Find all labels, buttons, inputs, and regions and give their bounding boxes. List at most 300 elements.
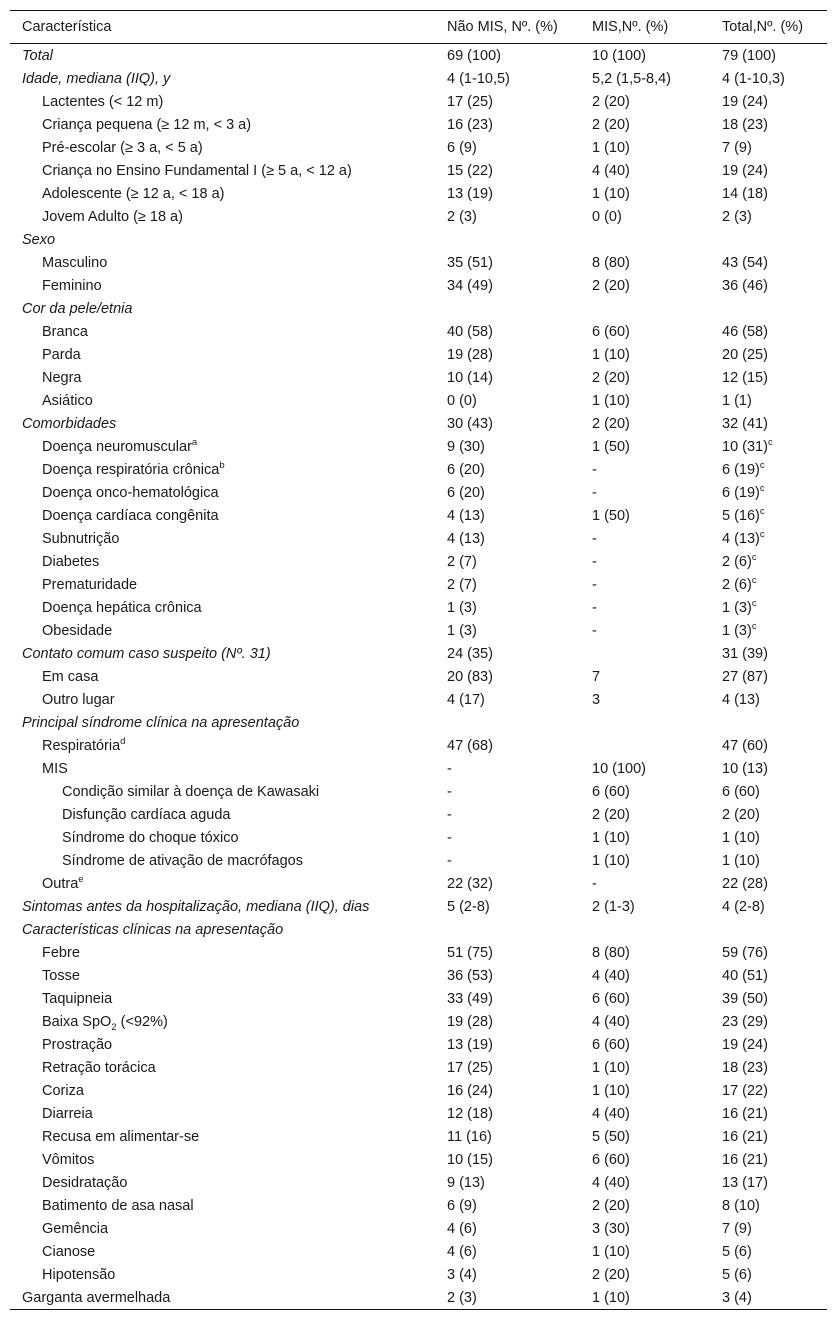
footnote-marker: c bbox=[759, 459, 765, 471]
non-mis-value bbox=[435, 504, 580, 527]
mis-value-text: 2 (20) bbox=[592, 415, 630, 432]
total-value-text: 18 (23) bbox=[722, 1059, 768, 1076]
non-mis-value bbox=[435, 251, 580, 274]
total-value bbox=[710, 642, 827, 665]
table-container bbox=[10, 10, 827, 1310]
mis-value-text: 6 (60) bbox=[592, 990, 630, 1007]
row-label-cell bbox=[10, 803, 435, 826]
table-row bbox=[10, 757, 827, 780]
row-label-cell bbox=[10, 504, 435, 527]
non-mis-value-text: 17 (25) bbox=[447, 1059, 493, 1076]
non-mis-value bbox=[435, 573, 580, 596]
mis-value-text: 2 (20) bbox=[592, 1197, 630, 1214]
row-label: Comorbidades bbox=[22, 415, 117, 432]
mis-value bbox=[580, 389, 710, 412]
table-row bbox=[10, 1033, 827, 1056]
row-label: Diabetes bbox=[42, 553, 100, 570]
mis-value bbox=[580, 619, 710, 642]
row-label: Criança pequena (≥ 12 m, < 3 a) bbox=[42, 116, 252, 133]
table-row bbox=[10, 665, 827, 688]
table-row bbox=[10, 826, 827, 849]
header-non-mis: Não MIS, Nº. (%) bbox=[435, 11, 580, 44]
mis-value bbox=[580, 872, 710, 895]
total-value bbox=[710, 826, 827, 849]
row-label: Parda bbox=[42, 346, 81, 363]
non-mis-value-text: 4 (6) bbox=[447, 1220, 477, 1237]
table-row bbox=[10, 1217, 827, 1240]
characteristics-table bbox=[10, 10, 827, 1310]
non-mis-value bbox=[435, 895, 580, 918]
total-value bbox=[710, 1263, 827, 1286]
total-value-text: 5 (16) bbox=[722, 507, 760, 524]
mis-value-text: 2 (20) bbox=[592, 806, 630, 823]
row-label-cell bbox=[10, 964, 435, 987]
non-mis-value bbox=[435, 964, 580, 987]
total-value bbox=[710, 481, 827, 504]
total-value bbox=[710, 412, 827, 435]
row-label: MIS bbox=[42, 760, 68, 777]
table-row bbox=[10, 550, 827, 573]
header-characteristic: Característica bbox=[10, 11, 435, 44]
mis-value bbox=[580, 113, 710, 136]
mis-value-text: - bbox=[592, 553, 597, 570]
total-value bbox=[710, 964, 827, 987]
non-mis-value bbox=[435, 205, 580, 228]
non-mis-value bbox=[435, 596, 580, 619]
table-row bbox=[10, 320, 827, 343]
total-value-text: 6 (19) bbox=[722, 461, 760, 478]
total-value bbox=[710, 228, 827, 251]
total-value bbox=[710, 1171, 827, 1194]
total-value-text: 16 (21) bbox=[722, 1105, 768, 1122]
row-label-cell bbox=[10, 113, 435, 136]
total-value bbox=[710, 1033, 827, 1056]
total-value bbox=[710, 596, 827, 619]
row-label-cell bbox=[10, 343, 435, 366]
mis-value bbox=[580, 90, 710, 113]
row-label-cell bbox=[10, 573, 435, 596]
table-row bbox=[10, 389, 827, 412]
total-value bbox=[710, 113, 827, 136]
total-value bbox=[710, 711, 827, 734]
row-label: Doença neuromuscular bbox=[42, 438, 192, 455]
non-mis-value bbox=[435, 1079, 580, 1102]
mis-value bbox=[580, 527, 710, 550]
total-value-text: 27 (87) bbox=[722, 668, 768, 685]
row-label-cell bbox=[10, 780, 435, 803]
mis-value bbox=[580, 228, 710, 251]
mis-value bbox=[580, 573, 710, 596]
table-row bbox=[10, 941, 827, 964]
row-label: Idade, mediana (IIQ), y bbox=[22, 70, 171, 87]
total-value bbox=[710, 136, 827, 159]
non-mis-value bbox=[435, 136, 580, 159]
row-label-cell bbox=[10, 274, 435, 297]
non-mis-value-text: 9 (13) bbox=[447, 1174, 485, 1191]
mis-value-text: 2 (20) bbox=[592, 93, 630, 110]
mis-value-text: 1 (10) bbox=[592, 1289, 630, 1306]
row-label-cell bbox=[10, 1148, 435, 1171]
total-value bbox=[710, 573, 827, 596]
total-value bbox=[710, 918, 827, 941]
table-row bbox=[10, 412, 827, 435]
non-mis-value-text: 10 (14) bbox=[447, 369, 493, 386]
mis-value-text: 4 (40) bbox=[592, 1105, 630, 1122]
footnote-marker: c bbox=[751, 597, 757, 609]
total-value-text: 19 (24) bbox=[722, 162, 768, 179]
row-label-cell bbox=[10, 1102, 435, 1125]
non-mis-value bbox=[435, 182, 580, 205]
mis-value-text: - bbox=[592, 461, 597, 478]
footnote-marker: a bbox=[191, 436, 198, 448]
total-value-text: 43 (54) bbox=[722, 254, 768, 271]
non-mis-value bbox=[435, 665, 580, 688]
row-label: Asiático bbox=[42, 392, 93, 409]
row-label: Garganta avermelhada bbox=[22, 1289, 171, 1306]
mis-value-text: - bbox=[592, 875, 597, 892]
total-value-text: 6 (19) bbox=[722, 484, 760, 501]
mis-value bbox=[580, 297, 710, 320]
mis-value bbox=[580, 205, 710, 228]
footnote-marker: c bbox=[751, 551, 757, 563]
mis-value bbox=[580, 734, 710, 757]
footnote-marker: c bbox=[759, 505, 765, 517]
row-label: Vômitos bbox=[42, 1151, 95, 1168]
non-mis-value-text: 33 (49) bbox=[447, 990, 493, 1007]
table-row bbox=[10, 872, 827, 895]
table-row bbox=[10, 44, 827, 68]
row-label-cell bbox=[10, 1286, 435, 1310]
row-label-cell bbox=[10, 1240, 435, 1263]
header-total: Total,Nº. (%) bbox=[710, 11, 827, 44]
non-mis-value-text: 13 (19) bbox=[447, 1036, 493, 1053]
non-mis-value bbox=[435, 734, 580, 757]
non-mis-value-text: 30 (43) bbox=[447, 415, 493, 432]
mis-value bbox=[580, 780, 710, 803]
total-value-text: 1 (10) bbox=[722, 829, 760, 846]
total-value bbox=[710, 458, 827, 481]
total-value-text: 8 (10) bbox=[722, 1197, 760, 1214]
mis-value-text: 5 (50) bbox=[592, 1128, 630, 1145]
total-value bbox=[710, 343, 827, 366]
total-value bbox=[710, 757, 827, 780]
table-row bbox=[10, 366, 827, 389]
table-row bbox=[10, 458, 827, 481]
non-mis-value-text: - bbox=[447, 783, 452, 800]
row-label: Febre bbox=[42, 944, 80, 961]
total-value-text: 31 (39) bbox=[722, 645, 768, 662]
row-label-cell bbox=[10, 711, 435, 734]
row-label: Em casa bbox=[42, 668, 99, 685]
non-mis-value bbox=[435, 849, 580, 872]
mis-value bbox=[580, 1148, 710, 1171]
non-mis-value bbox=[435, 1010, 580, 1033]
row-label: Sexo bbox=[22, 231, 56, 248]
row-label-cell bbox=[10, 320, 435, 343]
mis-value-text: 1 (10) bbox=[592, 346, 630, 363]
total-value-text: 4 (2-8) bbox=[722, 898, 765, 915]
table-row bbox=[10, 1102, 827, 1125]
total-value bbox=[710, 1125, 827, 1148]
mis-value bbox=[580, 504, 710, 527]
table-row bbox=[10, 343, 827, 366]
non-mis-value bbox=[435, 343, 580, 366]
mis-value-text: 1 (10) bbox=[592, 829, 630, 846]
row-label: Cianose bbox=[42, 1243, 96, 1260]
row-label-cell bbox=[10, 297, 435, 320]
row-label-cell bbox=[10, 918, 435, 941]
table-row bbox=[10, 688, 827, 711]
mis-value bbox=[580, 1217, 710, 1240]
mis-value bbox=[580, 803, 710, 826]
total-value-text: 40 (51) bbox=[722, 967, 768, 984]
total-value bbox=[710, 435, 827, 458]
row-label-cell bbox=[10, 389, 435, 412]
total-value-text: 1 (1) bbox=[722, 392, 752, 409]
row-label-cell bbox=[10, 159, 435, 182]
row-label-cell bbox=[10, 228, 435, 251]
table-row bbox=[10, 251, 827, 274]
non-mis-value bbox=[435, 67, 580, 90]
row-label-cell bbox=[10, 44, 435, 68]
non-mis-value-text: 19 (28) bbox=[447, 346, 493, 363]
non-mis-value bbox=[435, 941, 580, 964]
row-label: Outra bbox=[42, 875, 79, 892]
non-mis-value bbox=[435, 1263, 580, 1286]
mis-value bbox=[580, 1263, 710, 1286]
row-label: Características clínicas na apresentação bbox=[22, 921, 284, 938]
total-value-text: 46 (58) bbox=[722, 323, 768, 340]
row-label: Outro lugar bbox=[42, 691, 115, 708]
mis-value-text: 2 (20) bbox=[592, 369, 630, 386]
mis-value-text: 2 (20) bbox=[592, 116, 630, 133]
table-row bbox=[10, 849, 827, 872]
total-value-text: 1 (3) bbox=[722, 599, 752, 616]
table-row bbox=[10, 504, 827, 527]
mis-value bbox=[580, 1125, 710, 1148]
row-label-cell bbox=[10, 757, 435, 780]
mis-value-text: 4 (40) bbox=[592, 967, 630, 984]
mis-value bbox=[580, 1079, 710, 1102]
total-value bbox=[710, 895, 827, 918]
row-label: Doença hepática crônica bbox=[42, 599, 202, 616]
non-mis-value bbox=[435, 1125, 580, 1148]
row-label: Total bbox=[22, 47, 53, 64]
total-value-text: 17 (22) bbox=[722, 1082, 768, 1099]
non-mis-value-text: 24 (35) bbox=[447, 645, 493, 662]
row-label: Sintomas antes da hospitalização, mediana (IIQ), dias bbox=[22, 898, 370, 915]
non-mis-value-text: 47 (68) bbox=[447, 737, 493, 754]
total-value bbox=[710, 1148, 827, 1171]
row-label: Hipotensão bbox=[42, 1266, 116, 1283]
non-mis-value bbox=[435, 1148, 580, 1171]
table-row bbox=[10, 1194, 827, 1217]
table-row bbox=[10, 205, 827, 228]
non-mis-value bbox=[435, 872, 580, 895]
non-mis-value bbox=[435, 642, 580, 665]
non-mis-value-text: 69 (100) bbox=[447, 47, 502, 64]
mis-value bbox=[580, 1171, 710, 1194]
mis-value bbox=[580, 964, 710, 987]
total-value-text: 4 (1-10,3) bbox=[722, 70, 785, 87]
non-mis-value-text: 10 (15) bbox=[447, 1151, 493, 1168]
row-label-cell bbox=[10, 941, 435, 964]
non-mis-value-text: 17 (25) bbox=[447, 93, 493, 110]
mis-value-text: 8 (80) bbox=[592, 944, 630, 961]
total-value bbox=[710, 665, 827, 688]
table-row bbox=[10, 711, 827, 734]
total-value-text: 4 (13) bbox=[722, 530, 760, 547]
row-label: Negra bbox=[42, 369, 82, 386]
mis-value-text: - bbox=[592, 576, 597, 593]
row-label: Doença cardíaca congênita bbox=[42, 507, 219, 524]
mis-value-text: 8 (80) bbox=[592, 254, 630, 271]
table-row bbox=[10, 918, 827, 941]
row-label-cell bbox=[10, 1217, 435, 1240]
non-mis-value-text: 19 (28) bbox=[447, 1013, 493, 1030]
total-value bbox=[710, 504, 827, 527]
row-label: Jovem Adulto (≥ 18 a) bbox=[42, 208, 183, 225]
mis-value bbox=[580, 987, 710, 1010]
non-mis-value bbox=[435, 435, 580, 458]
non-mis-value bbox=[435, 113, 580, 136]
row-label-cell bbox=[10, 412, 435, 435]
mis-value-text: 10 (100) bbox=[592, 47, 647, 64]
total-value bbox=[710, 90, 827, 113]
total-value bbox=[710, 67, 827, 90]
total-value-text: 1 (3) bbox=[722, 622, 752, 639]
mis-value-text: 6 (60) bbox=[592, 1036, 630, 1053]
row-label: Síndrome de ativação de macrófagos bbox=[62, 852, 303, 869]
total-value bbox=[710, 44, 827, 68]
mis-value-text: 0 (0) bbox=[592, 208, 622, 225]
table-row bbox=[10, 596, 827, 619]
non-mis-value bbox=[435, 274, 580, 297]
table-row bbox=[10, 136, 827, 159]
non-mis-value bbox=[435, 90, 580, 113]
non-mis-value bbox=[435, 297, 580, 320]
total-value-text: 32 (41) bbox=[722, 415, 768, 432]
total-value bbox=[710, 389, 827, 412]
non-mis-value bbox=[435, 1217, 580, 1240]
non-mis-value-text: - bbox=[447, 829, 452, 846]
row-label-cell bbox=[10, 1033, 435, 1056]
non-mis-value-text: 4 (13) bbox=[447, 507, 485, 524]
row-label: Respiratória bbox=[42, 737, 121, 754]
mis-value bbox=[580, 458, 710, 481]
total-value bbox=[710, 1240, 827, 1263]
mis-value-text: 7 bbox=[592, 668, 601, 685]
non-mis-value bbox=[435, 757, 580, 780]
total-value-text: 2 (20) bbox=[722, 806, 760, 823]
row-label-cell bbox=[10, 1079, 435, 1102]
table-row bbox=[10, 1263, 827, 1286]
non-mis-value bbox=[435, 619, 580, 642]
non-mis-value-text: 9 (30) bbox=[447, 438, 485, 455]
row-label: Obesidade bbox=[42, 622, 113, 639]
table-row bbox=[10, 90, 827, 113]
non-mis-value bbox=[435, 412, 580, 435]
non-mis-value-text: 2 (7) bbox=[447, 553, 477, 570]
table-row bbox=[10, 1079, 827, 1102]
mis-value-text: 1 (10) bbox=[592, 185, 630, 202]
total-value-text: 16 (21) bbox=[722, 1151, 768, 1168]
mis-value bbox=[580, 665, 710, 688]
non-mis-value-text: 15 (22) bbox=[447, 162, 493, 179]
non-mis-value-text: 20 (83) bbox=[447, 668, 493, 685]
mis-value bbox=[580, 1056, 710, 1079]
total-value-text: 22 (28) bbox=[722, 875, 768, 892]
total-value bbox=[710, 1217, 827, 1240]
non-mis-value-text: 36 (53) bbox=[447, 967, 493, 984]
non-mis-value-text: 4 (1-10,5) bbox=[447, 70, 510, 87]
table-row bbox=[10, 619, 827, 642]
total-value bbox=[710, 182, 827, 205]
non-mis-value-text: - bbox=[447, 806, 452, 823]
mis-value-text: 1 (10) bbox=[592, 1059, 630, 1076]
mis-value bbox=[580, 343, 710, 366]
table-row bbox=[10, 780, 827, 803]
footnote-marker: c bbox=[751, 620, 757, 632]
row-label-cell bbox=[10, 642, 435, 665]
row-label: Baixa SpO bbox=[42, 1013, 112, 1030]
mis-value-text: 4 (40) bbox=[592, 162, 630, 179]
row-label: Disfunção cardíaca aguda bbox=[62, 806, 231, 823]
mis-value-text: - bbox=[592, 484, 597, 501]
table-row bbox=[10, 642, 827, 665]
table-row bbox=[10, 297, 827, 320]
mis-value-text: 6 (60) bbox=[592, 1151, 630, 1168]
mis-value-text: 2 (1-3) bbox=[592, 898, 635, 915]
total-value bbox=[710, 734, 827, 757]
total-value-text: 23 (29) bbox=[722, 1013, 768, 1030]
total-value bbox=[710, 527, 827, 550]
total-value-text: 6 (60) bbox=[722, 783, 760, 800]
mis-value bbox=[580, 136, 710, 159]
row-label: Prostração bbox=[42, 1036, 113, 1053]
footnote-marker: e bbox=[78, 873, 84, 885]
non-mis-value-text: - bbox=[447, 760, 452, 777]
mis-value bbox=[580, 320, 710, 343]
non-mis-value-text: 6 (9) bbox=[447, 139, 477, 156]
total-value bbox=[710, 251, 827, 274]
non-mis-value bbox=[435, 550, 580, 573]
footnote-marker: c bbox=[751, 574, 757, 586]
non-mis-value bbox=[435, 1056, 580, 1079]
total-value-text: 12 (15) bbox=[722, 369, 768, 386]
total-value-text: 19 (24) bbox=[722, 93, 768, 110]
non-mis-value bbox=[435, 803, 580, 826]
non-mis-value-text: - bbox=[447, 852, 452, 869]
row-label: Cor da pele/etnia bbox=[22, 300, 133, 317]
row-label: Feminino bbox=[42, 277, 102, 294]
row-label-cell bbox=[10, 895, 435, 918]
total-value bbox=[710, 1056, 827, 1079]
mis-value-text: 1 (10) bbox=[592, 852, 630, 869]
table-row bbox=[10, 734, 827, 757]
total-value-text: 16 (21) bbox=[722, 1128, 768, 1145]
table-row bbox=[10, 159, 827, 182]
non-mis-value bbox=[435, 780, 580, 803]
row-label: Gemência bbox=[42, 1220, 109, 1237]
mis-value-text: 1 (10) bbox=[592, 392, 630, 409]
total-value bbox=[710, 1010, 827, 1033]
row-label: Síndrome do choque tóxico bbox=[62, 829, 239, 846]
row-label-suffix: (<92%) bbox=[116, 1013, 168, 1030]
row-label-cell bbox=[10, 67, 435, 90]
total-value bbox=[710, 550, 827, 573]
mis-value bbox=[580, 44, 710, 68]
